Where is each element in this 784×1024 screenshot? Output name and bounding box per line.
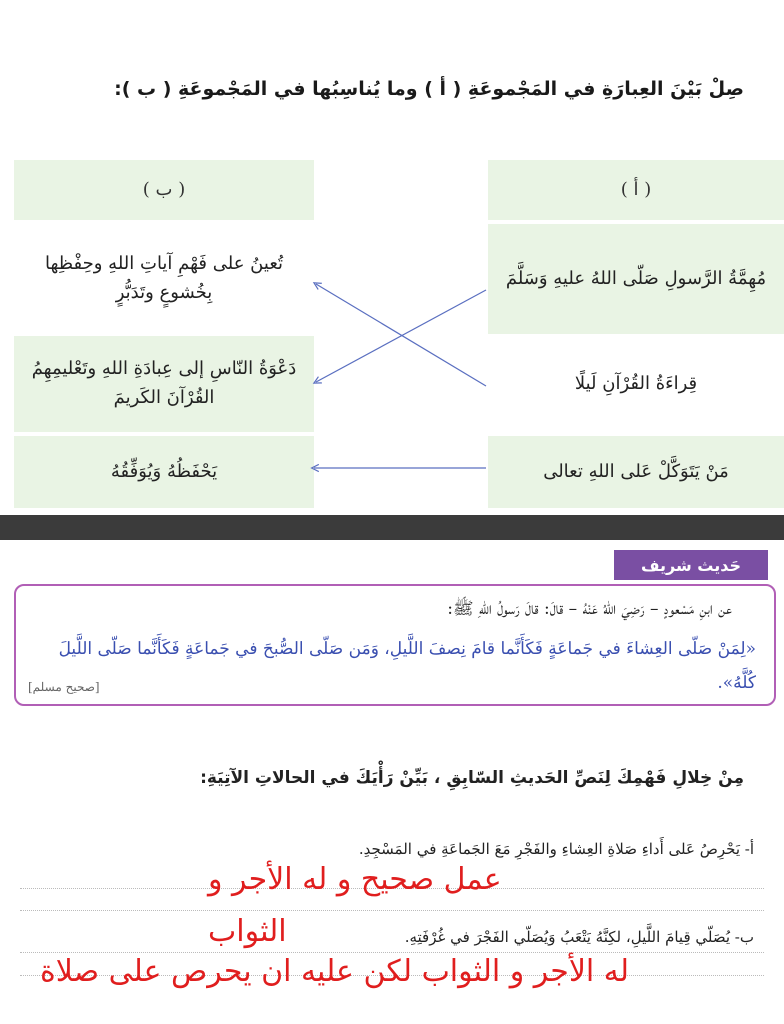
exercise-instruction: صِلْ بَيْنَ العِبارَةِ في المَجْموعَةِ ( أ ) وما يُناسِبُها في المَجْموعَةِ ( ب ):	[114, 78, 744, 100]
handwritten-answer-b: له الأجر و الثواب لكن عليه ان يحرص على صلاة	[40, 954, 630, 989]
answer-line	[20, 952, 764, 953]
case-a: أ- يَحْرِصُ عَلى أَداءِ صَلاةِ العِشاءِ والفَجْرِ مَعَ الجَماعَةِ في المَسْجِدِ.	[358, 840, 754, 858]
bottom-edge	[0, 991, 784, 1024]
column-a-header: ( أ )	[488, 160, 784, 220]
hadith-text: «لِمَنْ صَلّى العِشاءَ في جَماعَةٍ فَكَأَنَّما قامَ نِصفَ اللَّيلِ، وَمَن صَلّى الصُّبحَ في جَماعَةٍ فَكَأَنَّما صَلّى اللَّيلَ كُلَّهُ».	[58, 639, 756, 693]
group-a-item-2: قِراءَةُ القُرْآنِ لَيلًا	[488, 336, 784, 432]
photo-divider	[0, 515, 784, 540]
group-b-item-3: يَحْفَظُهُ وَيُوَفِّقُهُ	[14, 436, 314, 508]
group-a-item-3: مَنْ يَتَوَكَّلْ عَلى اللهِ تعالى	[488, 436, 784, 508]
hadith-source: [صحيح مسلم]	[28, 680, 100, 694]
case-b: ب- يُصَلّي قِيامَ اللَّيلِ، لكِنَّهُ يَتْعَبُ وَيُصَلّي الفَجْرَ في غُرْفَتِهِ.	[404, 928, 754, 946]
handwritten-answer-a-line2: الثواب	[208, 914, 287, 949]
match-line-2	[316, 284, 486, 386]
answer-line	[20, 910, 764, 911]
hadith-narrator: عن ابنِ مَسْعودٍ – رَضِيَ اللهُ عَنْهُ – قالَ: قالَ رَسولُ اللهِ ﷺ:	[447, 599, 732, 619]
group-b-item-2: دَعْوَةُ النّاسِ إلى عِبادَةِ اللهِ وتَعْليمِهِمُ القُرْآنَ الكَريمَ	[14, 336, 314, 432]
group-b-item-1: تُعينُ على فَهْمِ آياتِ اللهِ وحِفْظِها بِخُشوعٍ وتَدَبُّرٍ	[14, 224, 314, 334]
handwritten-answer-a-line1: عمل صحيح و له الأجر و	[208, 862, 502, 897]
group-a-item-1: مُهِمَّةُ الرَّسولِ صَلّى اللهُ عليهِ وَسَلَّمَ	[488, 224, 784, 334]
column-b-header: ( ب )	[14, 160, 314, 220]
question-prompt: مِنْ خِلالِ فَهْمِكَ لِنَصِّ الحَديثِ السّابِقِ ، بَيِّنْ رَأْيَكَ في الحالاتِ الآتِيَةِ:	[200, 768, 744, 788]
match-line-1	[316, 290, 486, 382]
hadith-label: حَديث شريف	[614, 550, 768, 580]
